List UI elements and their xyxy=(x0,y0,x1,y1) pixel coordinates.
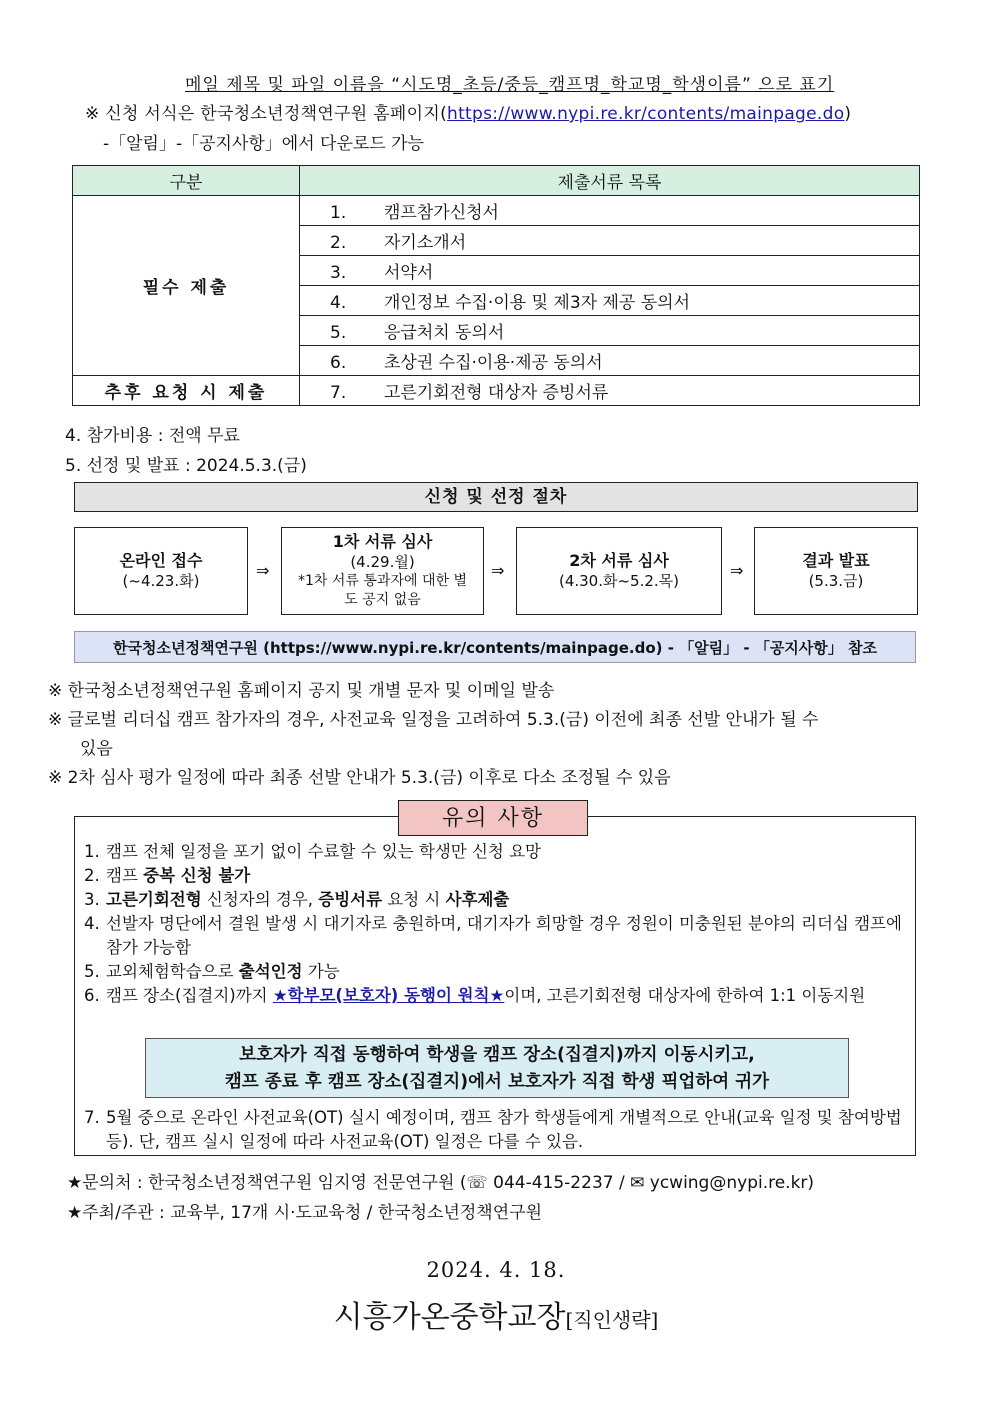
host-info: ★주최/주관 : 교육부, 17개 시·도교육청 / 한국청소년정책연구원 xyxy=(67,1203,542,1223)
caution-emphasis: 증빙서류 xyxy=(318,890,383,909)
caution-emphasis: 중복 신청 불가 xyxy=(143,866,251,885)
guardian-instruction-box xyxy=(145,1038,849,1098)
note-suffix: ) xyxy=(844,104,852,124)
mail-title-instruction: 메일 제목 및 파일 이름을 “시도명_초등/중등_캠프명_학교명_학생이름” 으로 표기 xyxy=(185,75,835,95)
step-second-review xyxy=(516,527,722,615)
note-prefix: ※ 신청 서식은 한국청소년정책연구원 홈페이지( xyxy=(85,104,448,124)
guardian-line: 보호자가 직접 동행하여 학생을 캠프 장소(집결지)까지 이동시키고, xyxy=(239,1045,755,1065)
document-item xyxy=(300,376,920,406)
header-category: 구분 xyxy=(73,166,300,196)
guardian-line: 캠프 종료 후 캠프 장소(집결지)에서 보호자가 직접 학생 픽업하여 귀가 xyxy=(224,1072,770,1092)
caution-item: 1. 캠프 전체 일정을 포기 없이 수료할 수 있는 학생만 신청 요망 xyxy=(84,840,910,864)
caution-emphasis: 고른기회전형 xyxy=(106,890,202,909)
caution-text: 신청자의 경우, xyxy=(201,890,319,909)
seal-note: [직인생략] xyxy=(565,1308,659,1332)
item-name: 응급처치 동의서 xyxy=(384,323,505,343)
table-row xyxy=(73,196,920,226)
step-date: (5.3.금) xyxy=(808,572,864,590)
caution-emphasis: 사후제출 xyxy=(445,890,510,909)
document-date: 2024. 4. 18. xyxy=(426,1258,566,1282)
note-line: ※ 2차 심사 평가 일정에 따라 최종 선발 안내가 5.3.(금) 이후로 다소 조정될 수 있음 xyxy=(48,768,671,788)
caution-text: 캠프 전체 일정을 포기 없이 수료할 수 있는 학생만 신청 요망 xyxy=(106,842,541,861)
caution-text: 교외체험학습으로 xyxy=(106,962,239,981)
caution-item: 2. 캠프 중복 신청 불가 xyxy=(84,866,251,885)
caution-text: 가능 xyxy=(302,962,340,981)
document-item xyxy=(300,256,920,286)
step-date: (4.30.화~5.2.목) xyxy=(558,572,680,590)
note-line: ※ 글로벌 리더십 캠프 참가자의 경우, 사전교육 일정을 고려하여 5.3.(금) 이전에 최종 선발 안내가 될 수 xyxy=(48,710,819,730)
caution-title: 유의 사항 xyxy=(398,800,588,836)
arrow-right-icon: ⇒ xyxy=(730,561,744,580)
caution-item: 4. 선발자 명단에서 결원 발생 시 대기자로 충원하며, 대기자가 희망할 경우 정원이 미충원된 분야의 리더십 캠프에 참가 가능함 xyxy=(84,912,910,960)
item-name: 캠프참가신청서 xyxy=(384,203,499,223)
nypi-homepage-link[interactable]: https://www.nypi.re.kr/contents/mainpage.do xyxy=(447,104,845,124)
caution-text: 5월 중으로 온라인 사전교육(OT) 실시 예정이며, 캠프 참가 학생들에게 개별적으로 안내(교육 일정 및 참여방법 등). 단, 캠프 실시 일정에 따라 사전교육(OT) 일정은 다를 수 있음. xyxy=(106,1108,902,1151)
caution-text: 캠프 xyxy=(106,866,144,885)
item-number: 4. xyxy=(330,293,347,313)
step-result-announcement xyxy=(754,527,918,615)
required-documents-table xyxy=(72,165,920,406)
item-name: 서약서 xyxy=(384,263,434,283)
item-name: 고른기회전형 대상자 증빙서류 xyxy=(384,383,609,403)
caution-item: 3. 고른기회전형 신청자의 경우, 증빙서류 요청 시 사후제출 xyxy=(84,890,510,909)
document-item xyxy=(300,196,920,226)
contact-info: ★문의처 : 한국청소년정책연구원 임지영 전문연구원 (☏ 044-415-2237 / ✉ ycwing@nypi.re.kr) xyxy=(67,1173,815,1193)
item-number: 6. xyxy=(330,353,347,373)
item-name: 개인정보 수집·이용 및 제3자 제공 동의서 xyxy=(384,293,690,313)
step-note: *1차 서류 통과자에 대한 별도 공지 없음 xyxy=(298,573,467,608)
caution-text: 선발자 명단에서 결원 발생 시 대기자로 충원하며, 대기자가 희망할 경우 정원이 미충원된 분야의 리더십 캠프에 참가 가능함 xyxy=(106,914,902,957)
step-online-application xyxy=(74,527,248,615)
step-title: 온라인 접수 xyxy=(119,551,203,570)
table-row xyxy=(73,376,920,406)
caution-list xyxy=(84,840,910,1008)
caution-item: 6. 캠프 장소(집결지)까지 ★학부모(보호자) 동행이 원칙★이며, 고른기회전형 대상자에 한하여 1:1 이동지원 xyxy=(84,986,866,1005)
participation-fee: 4. 참가비용 : 전액 무료 xyxy=(65,426,240,446)
item-number: 7. xyxy=(330,383,347,403)
caution-emphasis: 출석인정 xyxy=(238,962,303,981)
document-item xyxy=(300,226,920,256)
step-title: 결과 발표 xyxy=(802,551,870,570)
table-header-row xyxy=(73,166,920,196)
item-number: 5. xyxy=(330,323,347,343)
step-date: (4.29.월) xyxy=(350,553,415,571)
document-item xyxy=(300,346,920,376)
signer xyxy=(0,1292,992,1336)
document-item xyxy=(300,286,920,316)
later-category: 추후 요청 시 제출 xyxy=(73,376,300,406)
selection-announcement: 5. 선정 및 발표 : 2024.5.3.(금) xyxy=(65,456,307,476)
required-category: 필수 제출 xyxy=(73,196,300,376)
note-line: 있음 xyxy=(80,739,113,759)
nypi-reference-box: 한국청소년정책연구원 (https://www.nypi.re.kr/contents/mainpage.do) - 「알림」 - 「공지사항」 참조 xyxy=(74,631,916,663)
step-first-review xyxy=(281,527,484,615)
arrow-right-icon: ⇒ xyxy=(256,561,270,580)
step-title: 2차 서류 심사 xyxy=(569,551,669,570)
item-number: 2. xyxy=(330,233,347,253)
announcement-notes xyxy=(48,677,948,793)
arrow-right-icon: ⇒ xyxy=(491,561,505,580)
signer-name: 시흥가온중학교장 xyxy=(333,1300,566,1335)
caution-text: 요청 시 xyxy=(382,890,446,909)
form-download-note xyxy=(85,99,851,124)
download-location-note: -「알림」-「공지사항」에서 다운로드 가능 xyxy=(103,134,424,154)
item-name: 자기소개서 xyxy=(384,233,467,253)
header-documents: 제출서류 목록 xyxy=(300,166,920,196)
caution-item: 5. 교외체험학습으로 출석인정 가능 xyxy=(84,962,340,981)
caution-text: 이며, 고른기회전형 대상자에 한하여 1:1 이동지원 xyxy=(504,986,866,1005)
step-title: 1차 서류 심사 xyxy=(332,532,433,551)
item-number: 3. xyxy=(330,263,347,283)
procedure-title: 신청 및 선정 절차 xyxy=(74,482,918,512)
step-date: (~4.23.화) xyxy=(122,572,200,590)
caution-text: 캠프 장소(집결지)까지 xyxy=(106,986,273,1005)
item-number: 1. xyxy=(330,203,347,223)
caution-item: 7. 5월 중으로 온라인 사전교육(OT) 실시 예정이며, 캠프 참가 학생들에게 개별적으로 안내(교육 일정 및 참여방법 등). 단, 캠프 실시 일정에 따라 사전교육(OT) 일정은 다를 수 있음. xyxy=(84,1106,910,1154)
note-line: ※ 한국청소년정책연구원 홈페이지 공지 및 개별 문자 및 이메일 발송 xyxy=(48,681,555,701)
item-name: 초상권 수집·이용·제공 동의서 xyxy=(384,353,603,373)
document-item xyxy=(300,316,920,346)
guardian-principle-link: ★학부모(보호자) 동행이 원칙★ xyxy=(272,986,505,1005)
